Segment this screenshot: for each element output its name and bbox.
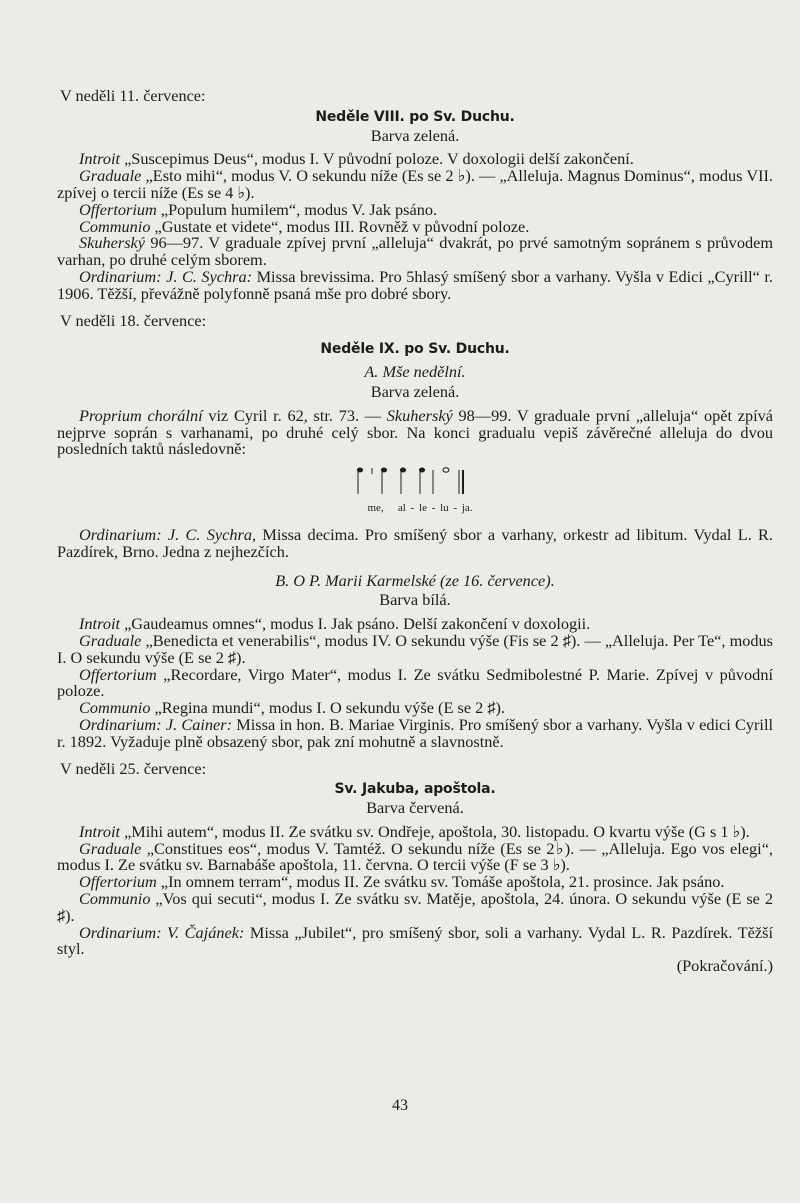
liturgical-color: Barva bílá.: [379, 590, 451, 610]
entry-text: Missa in hon. B. Mariae Virginis. Pro smíšený sbor a varhany. Vyšla v edici Cyrill r. 1892. Vyžaduje plně obsazený sbor, pak zní mohutně a slavnostně.: [57, 714, 773, 751]
entry-label: Communio: [79, 889, 151, 909]
entry-label: Ordinarium: V. Čajánek:: [79, 922, 245, 942]
alleluja-notes: [355, 466, 475, 498]
graduale-entry: [57, 168, 773, 202]
entry-text: Missa decima. Pro smíšený sbor a varhany, orkestr ad libitum. Vydal L. R. Pazdírek, Brno. Jedna z nejhezčích.: [57, 524, 773, 561]
entry-text: „Constitues eos“, modus V. Tamtéž. O sekundu níže (Es se 2♭). — „Alleluja. Ego vos elegi“, modus I. Ze svátku sv. Barnabáše apoštola, 11. června. O tercii výše (F se 3 ♭).: [57, 838, 773, 875]
proprium-entry: [57, 405, 773, 459]
entry-label: Introit: [79, 821, 121, 841]
entry-label: Ordinarium: J. Cainer:: [79, 714, 233, 734]
entry-label: Proprium chorální: [79, 405, 203, 425]
liturgical-color: Barva červená.: [366, 798, 464, 818]
entry-text: 98—99. V graduale první „alleluja“ opět zpívá nejprve soprán s varhanami, po druhé celý sbor. Na konci gradualu vepiš závěrečné alleluja do dvou posledních taktů následovně:: [57, 405, 773, 459]
entry-label: Graduale: [79, 838, 142, 858]
liturgical-color: Barva zelená.: [370, 381, 460, 401]
entry-label: Skuherský: [79, 233, 145, 253]
entry-text: Missa brevissima. Pro 5hlasý smíšený sbor a varhany. Vyšla v Edici „Cyrill“ r. 1906. Těžší, převážně polyfonně psaná mše pro dobré sbory.: [57, 266, 773, 303]
sunday-date: V neděli 11. července:: [60, 86, 206, 105]
feast-subtitle: B. O P. Marii Karmelské (ze 16. července).: [275, 570, 555, 590]
mass-subtitle: A. Mše nedělní.: [364, 362, 466, 382]
entry-label: Communio: [79, 216, 151, 236]
page-number: 43: [392, 1097, 408, 1114]
entry-text: „Recordare, Virgo Mater“, modus I. Ze svátku Sedmibolestné P. Marie. Zpívej v původní poloze.: [57, 664, 773, 701]
entry-text: „Populum humilem“, modus V. Jak psáno.: [156, 199, 438, 219]
ordinarium-entry: [57, 714, 773, 751]
entry-text: „Gustate et videte“, modus III. Rovněž v původní poloze.: [150, 216, 530, 236]
entry-label: Offertorium: [79, 872, 157, 892]
skuhersky-entry: [57, 235, 773, 269]
entry-label: Offertorium: [79, 199, 157, 219]
entry-label: Graduale: [79, 166, 142, 186]
entry-text: 96—97. V graduale zpívej první „alleluja“ dvakrát, po prvé samotným sopránem s průvodem varhan, po druhé celým sborem.: [57, 233, 773, 270]
entry-label: Offertorium: [79, 664, 157, 684]
entry-text: „In omnem terram“, modus II. Ze svátku sv. Tomáše apoštola, 21. prosince. Jak psáno.: [156, 872, 725, 892]
entry-text: „Esto mihi“, modus V. O sekundu níže (Es se 2 ♭). — „Alleluja. Magnus Dominus“, modus VII. zpívej o tercii níže (Es se 4 ♭).: [57, 166, 773, 202]
graduale-entry: [57, 838, 773, 875]
entry-text: „Regina mundi“, modus I. O sekundu výše (E se 2 ♯).: [150, 698, 505, 718]
entry-text: viz Cyril r. 62, str. 73. —: [202, 405, 387, 425]
entry-label: Ordinarium: J. C. Sychra,: [79, 524, 257, 544]
entry-text: „Benedicta et venerabilis“, modus IV. O sekundu výše (Fis se 2 ♯). — „Alleluja. Per Te“, modus I. O sekundu výše (E se 2 ♯).: [57, 630, 773, 667]
document-page: [57, 88, 773, 975]
sunday-date: V neděli 25. července:: [60, 758, 207, 778]
feast-title: Neděle VIII. po Sv. Duchu.: [315, 108, 515, 125]
entry-text: „Gaudeamus omnes“, modus I. Jak psáno. Delší zakončení v doxologii.: [120, 614, 591, 634]
entry-text: „Vos qui secuti“, modus I. Ze svátku sv. Matěje, apoštola, 24. února. O sekundu výše (E se 2 ♯).: [57, 889, 773, 925]
sunday-date: V neděli 18. července:: [60, 310, 207, 330]
liturgical-color: Barva zelená.: [370, 125, 460, 145]
entry-label: Graduale: [79, 630, 142, 650]
entry-text: „Suscepimus Deus“, modus I. V původní poloze. V doxologii delší zakončení.: [120, 149, 634, 169]
entry-label: Introit: [79, 149, 121, 169]
ordinarium-entry: [57, 266, 773, 303]
communio-entry: [57, 891, 773, 925]
feast-title: Neděle IX. po Sv. Duchu.: [320, 341, 510, 358]
offertorium-entry: [57, 664, 773, 701]
ordinarium-entry: [57, 524, 773, 561]
entry-label: Communio: [79, 698, 151, 718]
feast-title: Sv. Jakuba, apoštola.: [334, 781, 496, 798]
entry-label: Ordinarium: J. C. Sychra:: [79, 266, 253, 286]
entry-text: „Mihi autem“, modus II. Ze svátku sv. Ondřeje, apoštola, 30. listopadu. O kvartu výše (G s 1 ♭).: [120, 821, 750, 841]
ordinarium-entry: [57, 922, 773, 959]
continued-note: (Pokračování.): [676, 956, 773, 976]
notation-lyrics: me, al - le - lu - ja.: [367, 502, 473, 515]
entry-text: Missa „Jubilet“, pro smíšený sbor, soli a varhany. Vydal L. R. Pazdírek. Těžší styl.: [57, 922, 773, 959]
music-notation: [57, 466, 773, 517]
graduale-entry: [57, 630, 773, 667]
entry-label: Introit: [79, 614, 121, 634]
entry-label: Skuherský: [386, 405, 453, 425]
